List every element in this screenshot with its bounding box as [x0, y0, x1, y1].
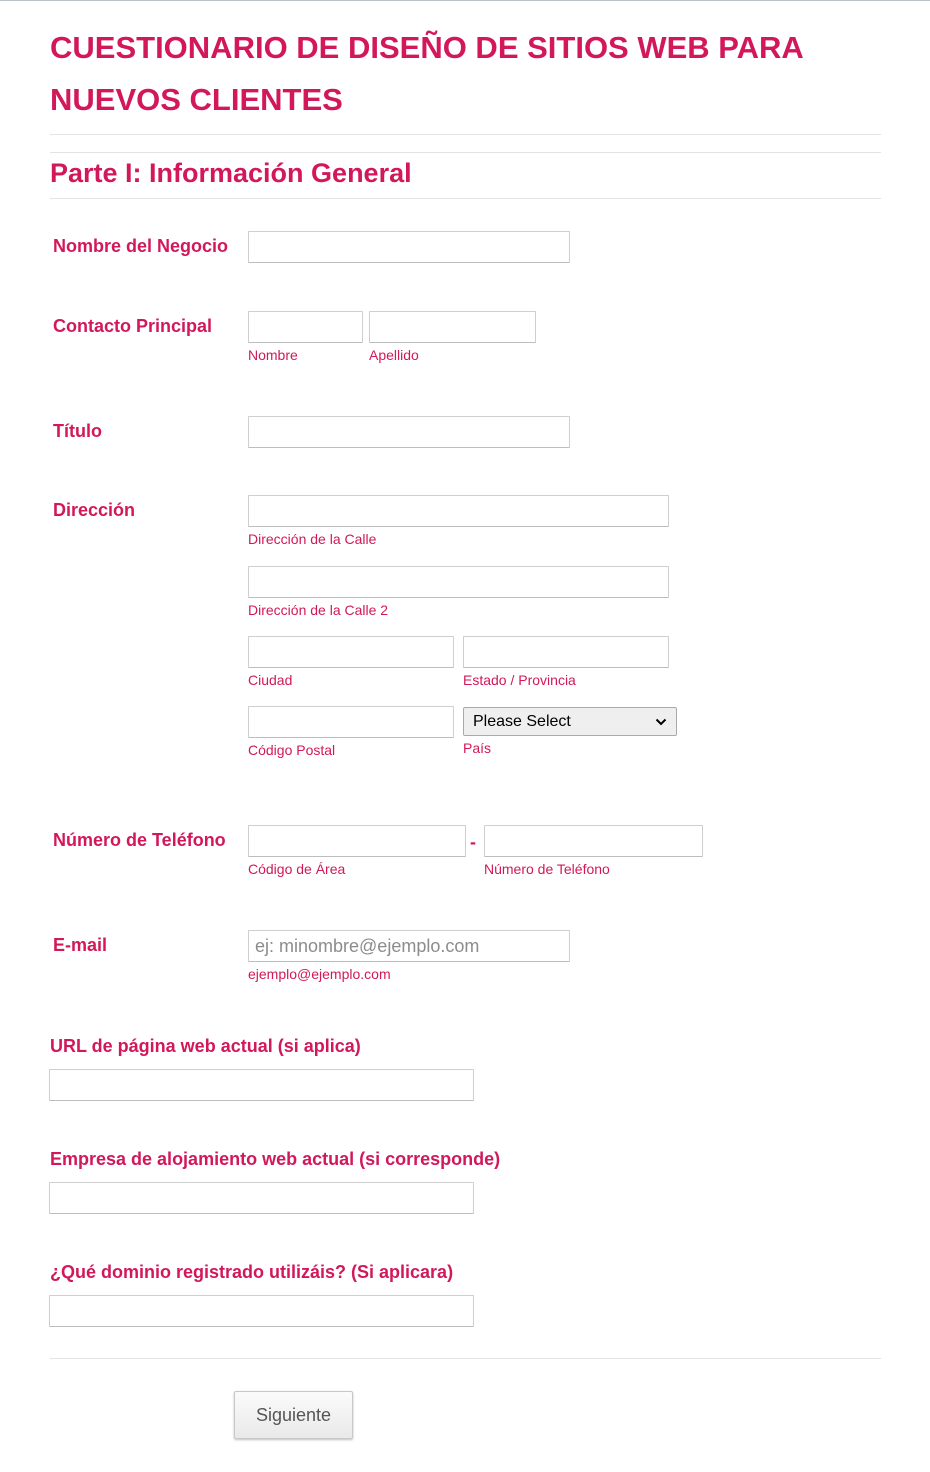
domain-input[interactable] [49, 1295, 474, 1327]
business-name-input[interactable] [248, 231, 570, 263]
divider [50, 1358, 881, 1359]
postal-code-sublabel: Código Postal [248, 742, 336, 758]
form-title: CUESTIONARIO DE DISEÑO DE SITIOS WEB PARA NUEVOS CLIENTES [50, 30, 803, 117]
business-name-label: Nombre del Negocio [53, 236, 229, 256]
email-label: E-mail [53, 935, 108, 955]
postal-code-input[interactable] [248, 706, 454, 738]
city-sublabel: Ciudad [248, 672, 293, 688]
first-name-sublabel: Nombre [248, 347, 298, 363]
street-address-2-input[interactable] [248, 566, 669, 598]
phone-separator: - [470, 832, 476, 852]
country-select[interactable] [463, 707, 677, 736]
phone-label: Número de Teléfono [53, 830, 226, 850]
last-name-sublabel: Apellido [369, 347, 419, 363]
area-code-input[interactable] [248, 825, 466, 857]
hosting-label: Empresa de alojamiento web actual (si corresponde) [50, 1149, 501, 1169]
street-address-2-sublabel: Dirección de la Calle 2 [248, 602, 389, 618]
phone-number-input[interactable] [484, 825, 703, 857]
city-input[interactable] [248, 636, 454, 668]
country-sublabel: País [463, 740, 492, 756]
last-name-input[interactable] [369, 311, 536, 343]
street-address-sublabel: Dirección de la Calle [248, 531, 377, 547]
current-url-label: URL de página web actual (si aplica) [50, 1036, 361, 1056]
section-title: Parte I: Información General [50, 158, 412, 188]
country-select-value: Please Select [473, 713, 571, 730]
email-input[interactable] [248, 930, 570, 962]
state-sublabel: Estado / Provincia [463, 672, 576, 688]
divider [50, 134, 881, 135]
job-title-input[interactable] [248, 416, 570, 448]
state-input[interactable] [463, 636, 669, 668]
domain-label: ¿Qué dominio registrado utilizáis? (Si aplicara) [50, 1262, 454, 1282]
first-name-input[interactable] [248, 311, 363, 343]
main-contact-label: Contacto Principal [53, 316, 213, 336]
divider [50, 152, 881, 153]
phone-number-sublabel: Número de Teléfono [484, 861, 610, 877]
next-button[interactable]: Siguiente [234, 1391, 353, 1439]
divider [50, 198, 881, 199]
address-label: Dirección [53, 500, 136, 520]
street-address-input[interactable] [248, 495, 669, 527]
chevron-down-icon [655, 716, 667, 728]
email-sublabel: ejemplo@ejemplo.com [248, 966, 391, 982]
area-code-sublabel: Código de Área [248, 861, 346, 877]
current-url-input[interactable] [49, 1069, 474, 1101]
hosting-input[interactable] [49, 1182, 474, 1214]
job-title-label: Título [53, 421, 102, 441]
